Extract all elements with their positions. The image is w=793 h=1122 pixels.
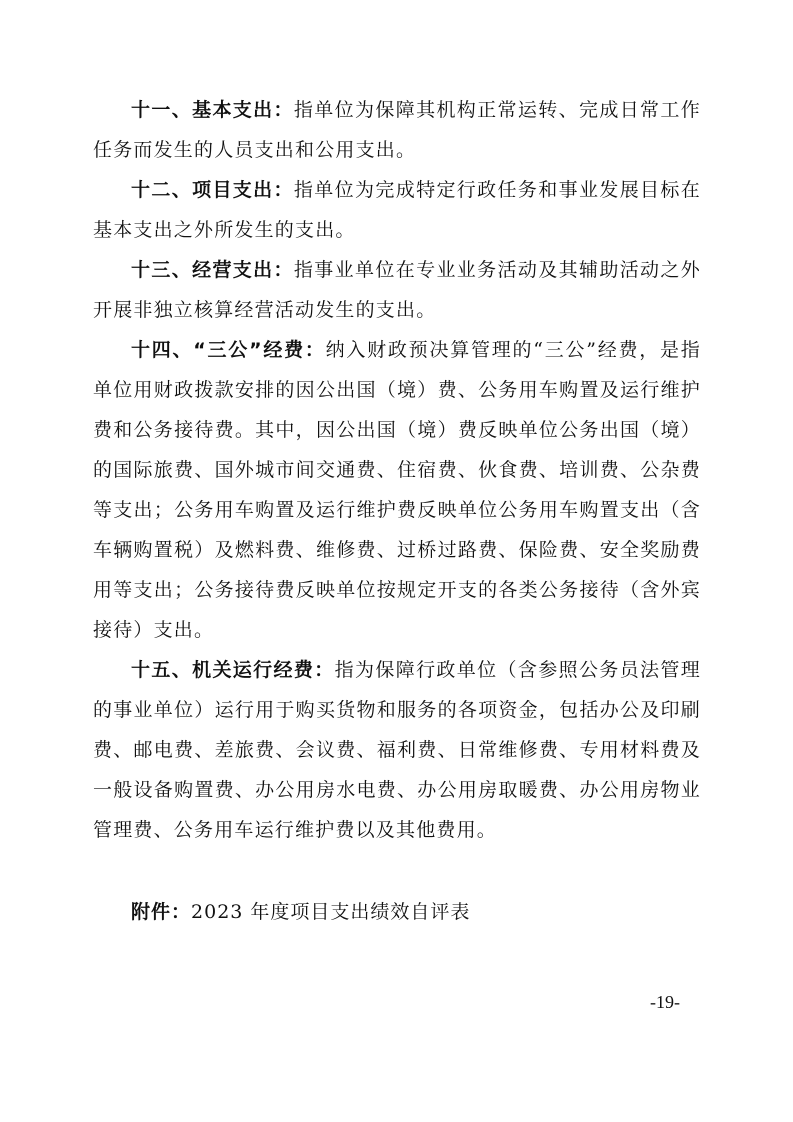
paragraph-three-public-expenses [93,330,701,650]
term-definition: 指事业单位在专业业务活动及其辅助活动之外开展非独立核算经营活动发生的支出。 [93,259,701,321]
paragraph-operating-expenditure [93,250,701,330]
term-label: 十二、项目支出： [131,179,294,201]
term-definition: 指单位为完成特定行政任务和事业发展目标在基本支出之外所发生的支出。 [93,179,701,241]
paragraph-agency-operating-funds [93,650,701,850]
term-label: 十四、“三公”经费： [131,339,326,361]
term-label: 十三、经营支出： [131,259,294,281]
attachment-title: 2023 年度项目支出绩效自评表 [191,901,471,923]
term-definition: 指为保障行政单位（含参照公务员法管理的事业单位）运行用于购买货物和服务的各项资金，包括办公及印刷费、邮电费、差旅费、会议费、福利费、日常维修费、专用材料费及一般设备购置费、办公用房水电费、办公用房取暖费、办公用房物业管理费、公务用车运行维护费以及其他费用。 [93,659,701,841]
paragraph-basic-expenditure [93,90,701,170]
term-definition: 指单位为保障其机构正常运转、完成日常工作任务而发生的人员支出和公用支出。 [93,99,701,161]
term-label: 十五、机关运行经费： [131,659,335,681]
term-label: 十一、基本支出： [131,99,294,121]
attachment-line [131,892,470,932]
attachment-label: 附件： [131,901,192,923]
page-number: -19- [650,992,680,1012]
term-definition: 纳入财政预决算管理的“三公”经费，是指单位用财政拨款安排的因公出国（境）费、公务用车购置及运行维护费和公务接待费。其中，因公出国（境）费反映单位公务出国（境）的国际旅费、国外城市间交通费、住宿费、伙食费、培训费、公杂费等支出；公务用车购置及运行维护费反映单位公务用车购置支出（含车辆购置税）及燃料费、维修费、过桥过路费、保险费、安全奖励费用等支出；公务接待费反映单位按规定开支的各类公务接待（含外宾接待）支出。 [93,339,701,641]
paragraph-project-expenditure [93,170,701,250]
